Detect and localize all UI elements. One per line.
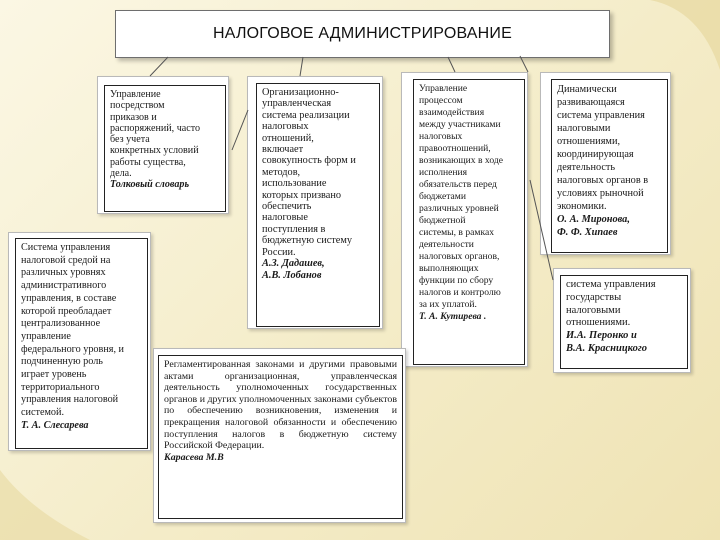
definition-text: система управления государствы налоговыми отношениями. bbox=[566, 279, 656, 329]
connector-arrow bbox=[232, 110, 248, 150]
definition-text: Регламентированная законами и другими правовыми актами организационная, управленческая деятельность уполномоченных государственных органов и других уполномоченных законами субъектов по обеспечению возникновения, изменения и прекращения налоговой обязанности и обеспечению поступления налогов в бюджетную систему Российской Федерации. bbox=[164, 359, 397, 452]
definition-text: Организационно- управленческая система реализации налоговых отношений, включает совокупность форм и методов, использование которых призвано обеспечить налоговые поступления в бюджетную систему России. bbox=[262, 87, 356, 258]
definition-card-dadashev bbox=[247, 76, 383, 329]
definition-card-kutireva bbox=[401, 72, 528, 367]
connector-arrow bbox=[448, 57, 455, 72]
definition-author: О. А. Миронова, Ф. Ф. Хипаев bbox=[557, 214, 630, 238]
definition-text: Динамически развивающаяся система управления налоговыми отношениями, координирующая деятельность налоговых органов в условиях рыночной экономики. bbox=[557, 84, 649, 212]
definition-author: Т. А. Кутирева . bbox=[419, 311, 487, 322]
definition-author: И.А. Перонко и В.А. Красницкого bbox=[566, 330, 647, 354]
definition-text: Управление процессом взаимодействия между участниками налоговых правоотношений, возникающих в ходе исполнения обязательств перед бюджетами различных уровней бюджетной системы, в рамках деятельности налоговых органов, выполняющих функции по сбору налогов и контролю за их уплатой. bbox=[419, 83, 503, 310]
definition-frame bbox=[551, 79, 668, 253]
definition-text: Управление посредством приказов и распоряжений, часто без учета конкретных условий работы существа, дела. bbox=[110, 89, 201, 180]
definition-author: Т. А. Слесарева bbox=[21, 419, 89, 431]
definition-frame bbox=[256, 83, 380, 327]
definition-text: Система управления налоговой средой на различных уровнях административного управления, в составе которой преобладает централизованное управление федерального уровня, и подчиненную роль играет уровень территориального управления налоговой системой. bbox=[21, 242, 125, 419]
connector-arrow bbox=[300, 57, 303, 76]
definition-card-karaseva bbox=[153, 348, 406, 523]
definition-author: А.З. Дадашев, А.В. Лобанов bbox=[262, 258, 325, 281]
connector-arrow bbox=[150, 57, 168, 76]
definition-author: Толковый словарь bbox=[110, 179, 190, 191]
definition-frame bbox=[413, 79, 525, 365]
definition-frame bbox=[15, 238, 148, 449]
definition-card-peronko bbox=[553, 268, 691, 373]
definition-frame bbox=[158, 355, 403, 519]
page-title: НАЛОГОВОЕ АДМИНИСТРИРОВАНИЕ bbox=[115, 10, 610, 58]
definition-frame bbox=[560, 275, 688, 369]
definition-card-slesareva bbox=[8, 232, 151, 451]
definition-card-mironova bbox=[540, 72, 671, 255]
definition-card-dictionary bbox=[97, 76, 229, 214]
definition-frame bbox=[104, 85, 226, 212]
connector-arrow bbox=[520, 56, 528, 72]
definition-author: Карасева М.В bbox=[164, 451, 224, 463]
